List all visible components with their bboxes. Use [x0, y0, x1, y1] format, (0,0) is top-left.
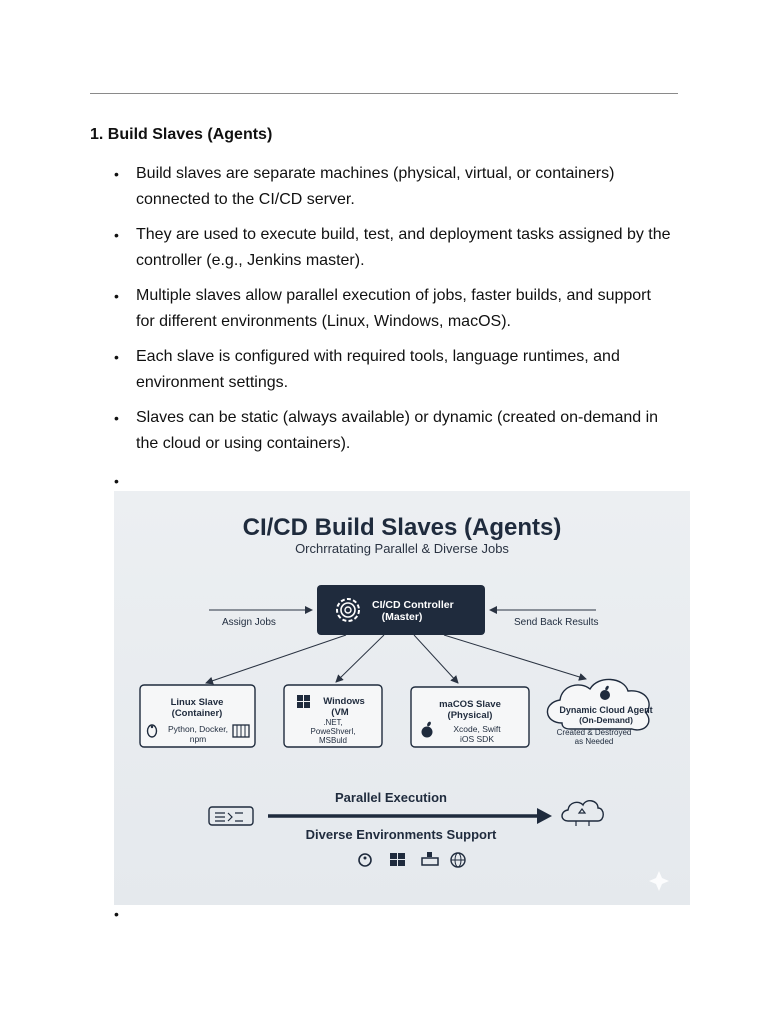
linux-icon	[359, 854, 371, 866]
cloud-agent-title: Dynamic Cloud Agent	[559, 705, 653, 715]
linux-agent-card	[140, 685, 255, 747]
list-item	[112, 161, 672, 213]
windows-agent-subtitle: (VM	[331, 707, 349, 718]
macos-agent-title: maCOS Slave	[439, 699, 501, 710]
bullet-text: Build slaves are separate machines (physical, virtual, or containers) connected to the CI/CD server.	[136, 165, 615, 208]
arrow-to-macos	[414, 635, 458, 683]
sparkle-icon	[649, 871, 669, 891]
windows-icon	[390, 853, 405, 866]
arrow-to-linux	[206, 635, 346, 683]
diverse-environments-label: Diverse Environments Support	[305, 827, 497, 842]
controller-box	[317, 585, 485, 635]
bullet-list	[112, 161, 672, 466]
parallel-arrowhead	[537, 808, 552, 824]
macos-agent-tools-extra: iOS SDK	[459, 734, 495, 744]
bullet-dot: •	[114, 227, 119, 243]
macos-agent-tools: Xcode, Swift	[453, 724, 501, 734]
bullet-text: Slaves can be static (always available) or dynamic (created on-demand in the cloud or using containers).	[136, 409, 659, 452]
linux-agent-tools: Python, Docker,	[167, 724, 229, 734]
parallel-execution-label: Parallel Execution	[335, 790, 447, 805]
diagram-subtitle: Orchrratating Parallel & Diverse Jobs	[295, 541, 509, 556]
bullet-dot: •	[114, 349, 119, 365]
list-item	[112, 405, 672, 457]
windows-agent-title: Windows	[323, 696, 365, 707]
assign-jobs-label: Assign Jobs	[222, 617, 276, 628]
list-item	[112, 283, 672, 335]
linux-agent-subtitle: (Container)	[171, 708, 223, 719]
windows-agent-tools-3: MSBuld	[318, 736, 348, 745]
arrow-to-cloud	[444, 635, 586, 679]
horizontal-rule	[90, 93, 678, 94]
queue-icon	[209, 807, 253, 825]
agents-diagram-image	[114, 491, 690, 905]
bullet-dot: •	[114, 288, 119, 304]
arrow-to-windows	[336, 635, 384, 682]
diagram-title: CI/CD Build Slaves (Agents)	[242, 514, 562, 541]
empty-bullet: •	[114, 473, 119, 489]
bullet-dot: •	[114, 410, 119, 426]
windows-agent-tools-1: .NET,	[323, 718, 343, 727]
globe-icon	[451, 853, 465, 867]
linux-agent-tools-extra: npm	[189, 734, 207, 744]
send-back-results-label: Send Back Results	[514, 617, 599, 628]
cloud-agent-detail-2: as Needed	[574, 737, 614, 746]
cloud-agent-card	[547, 679, 652, 746]
diagram-svg	[114, 491, 690, 905]
cloud-icon	[562, 801, 603, 826]
macos-agent-subtitle: (Physical)	[447, 710, 493, 721]
linux-agent-title: Linux Slave	[170, 697, 224, 708]
cloud-agent-detail-1: Created & Destroyed	[556, 728, 632, 737]
windows-agent-tools-2: PoweShverl,	[310, 727, 356, 736]
windows-agent-card	[284, 685, 382, 747]
controller-title: CI/CD Controller	[372, 599, 454, 611]
section-heading: 1. Build Slaves (Agents)	[90, 126, 273, 143]
empty-bullet: •	[114, 906, 119, 922]
macos-agent-card	[411, 687, 529, 747]
bullet-dot: •	[114, 166, 119, 182]
bullet-text: They are used to execute build, test, and deployment tasks assigned by the controller (e.g., Jenkins master).	[136, 226, 671, 269]
list-item	[112, 344, 672, 396]
bullet-text: Each slave is configured with required tools, language runtimes, and environment settings.	[136, 348, 620, 391]
cloud-agent-subtitle: (On-Demand)	[579, 715, 633, 725]
list-item	[112, 222, 672, 274]
bullet-text: Multiple slaves allow parallel execution of jobs, faster builds, and support for different environments (Linux, Windows, macOS).	[136, 287, 651, 330]
controller-subtitle: (Master)	[381, 611, 423, 623]
docker-icon	[422, 852, 438, 865]
